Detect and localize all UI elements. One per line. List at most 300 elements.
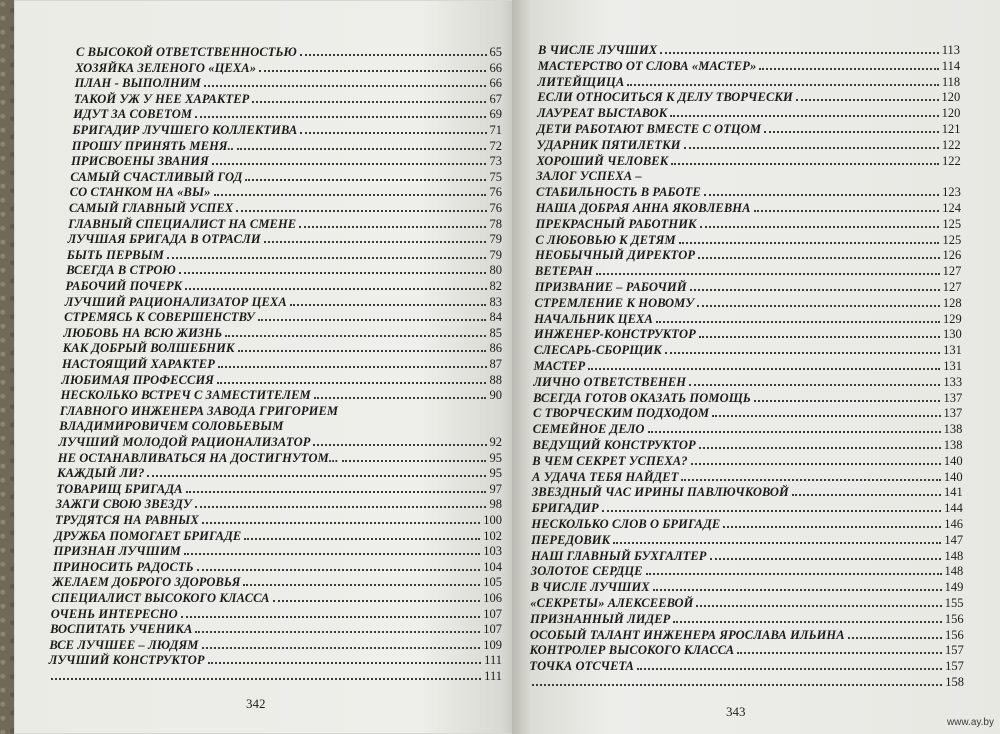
toc-entry-title: ЛИТЕЙЩИЦА <box>537 74 625 89</box>
toc-entry-page: 111 <box>484 669 502 683</box>
toc-entry-page: 104 <box>483 559 502 574</box>
toc-entry-title: А УДАЧА ТЕБЯ НАЙДЕТ <box>532 469 679 484</box>
toc-entry-page: 98 <box>489 497 502 512</box>
toc-entry-page: 157 <box>945 643 964 658</box>
toc-entry-title: С ВЫСОКОЙ ОТВЕТСТВЕННОСТЬЮ <box>76 45 297 59</box>
toc-leader-dots <box>596 261 940 275</box>
toc-leader-dots <box>627 72 939 86</box>
toc-entry <box>59 432 503 447</box>
toc-leader-dots <box>602 498 941 512</box>
toc-entry-page: 144 <box>944 501 963 516</box>
toc-entry <box>52 588 503 603</box>
toc-entry <box>69 198 502 213</box>
toc-entry <box>535 230 961 245</box>
toc-entry-title: НАШ ГЛАВНЫЙ БУХГАЛТЕР <box>530 548 707 563</box>
toc-entry <box>530 625 964 640</box>
toc-entry-page: 124 <box>942 201 961 215</box>
toc-entry-title: СПЕЦИАЛИСТ ВЫСОКОГО КЛАССА <box>51 591 270 605</box>
toc-leader-dots <box>764 119 939 133</box>
toc-entry-title: ЛУЧШИЙ МОЛОДОЙ РАЦИОНАЛИЗАТОР <box>58 435 311 449</box>
toc-entry-title: ХОРОШИЙ ЧЕЛОВЕК <box>536 153 669 168</box>
toc-entry-page: 109 <box>483 637 502 652</box>
toc-entry <box>536 198 961 213</box>
toc-entry-page: 140 <box>943 469 963 484</box>
toc-entry <box>534 293 961 308</box>
toc-entry <box>49 635 502 650</box>
toc-entry-page: 156 <box>944 627 964 642</box>
toc-leader-dots <box>660 40 938 54</box>
toc-leader-dots <box>314 385 487 399</box>
toc-entry <box>534 261 962 279</box>
toc-entry-page: 127 <box>942 280 962 294</box>
toc-leader-dots <box>754 198 940 212</box>
toc-entry-title: ЛАУРЕАТ ВЫСТАВОК <box>537 106 668 121</box>
toc-entry-title: УДАРНИК ПЯТИЛЕТКИ <box>536 137 681 152</box>
toc-leader-dots <box>723 514 941 528</box>
toc-leader-dots <box>300 120 486 134</box>
toc-leader-dots <box>195 104 486 118</box>
toc-leader-dots <box>245 167 486 181</box>
toc-leader-dots <box>243 572 480 586</box>
toc-entry-title: СТРЕМЛЕНИЕ К НОВОМУ <box>534 295 695 310</box>
toc-leader-dots <box>273 588 481 602</box>
toc-entry-page: 79 <box>489 247 502 262</box>
toc-entry <box>534 324 962 342</box>
toc-leader-dots <box>796 87 939 101</box>
toc-entry <box>60 401 502 416</box>
toc-entry-page: 128 <box>942 295 962 310</box>
toc-entry <box>60 385 502 403</box>
toc-entry-title: В ЧИСЛЕ ЛУЧШИХ <box>538 43 658 57</box>
toc-entry-page: 100 <box>483 513 502 527</box>
toc-entry-title: НЕСКОЛЬКО ВСТРЕЧ С ЗАМЕСТИТЕЛЕМ <box>60 388 311 403</box>
toc-entry <box>530 593 963 608</box>
toc-leader-dots <box>264 229 487 243</box>
toc-leader-dots <box>147 463 486 477</box>
toc-entry-page: 131 <box>943 359 962 373</box>
toc-leader-dots <box>299 214 486 228</box>
toc-leader-dots <box>759 56 938 70</box>
toc-entry-page: 106 <box>483 591 502 605</box>
toc-entry-title: ПЕРЕДОВИК <box>531 532 611 547</box>
toc-entry-page: 83 <box>489 294 502 309</box>
toc-entry-page: 66 <box>489 76 502 91</box>
toc-entry <box>52 572 502 590</box>
toc-entry <box>529 672 964 687</box>
toc-leader-dots <box>792 482 941 496</box>
toc-entry <box>66 276 503 291</box>
toc-entry-page: 130 <box>943 327 962 342</box>
toc-entry <box>531 482 963 500</box>
toc-entry-page: 156 <box>944 611 964 626</box>
watermark-text: www.ay.by <box>946 717 994 728</box>
toc-leader-dots <box>697 293 940 307</box>
toc-entry-page: 157 <box>945 659 964 674</box>
toc-entry-title: ТАКОЙ УЖ У НЕЕ ХАРАКТЕР <box>73 91 250 106</box>
toc-leader-dots <box>184 541 480 555</box>
toc-entry-page: 90 <box>489 388 502 403</box>
toc-entry <box>537 87 961 105</box>
toc-leader-dots <box>186 479 487 493</box>
toc-entry-title: НЕОБЫЧНЫЙ ДИРЕКТОР <box>535 248 696 263</box>
toc-leader-dots <box>656 309 940 323</box>
toc-entry-title: ГЛАВНОГО ИНЖЕНЕРА ЗАВОДА ГРИГОРИЕМ <box>59 403 339 418</box>
toc-entry-page: 148 <box>944 564 964 579</box>
toc-leader-dots <box>238 338 487 352</box>
toc-leader-dots <box>737 640 942 654</box>
toc-leader-dots <box>673 609 941 623</box>
toc-entry-title: ПРИЗВАНИЕ – РАБОЧИЙ <box>534 280 687 294</box>
toc-entry <box>64 307 502 325</box>
toc-entry <box>536 166 961 184</box>
toc-leader-dots <box>679 230 940 244</box>
toc-entry-title: ПРЕКРАСНЫЙ РАБОТНИК <box>535 216 697 231</box>
toc-entry <box>530 577 964 595</box>
toc-entry-title: БЫТЬ ПЕРВЫМ <box>66 247 164 262</box>
toc-entry <box>71 151 502 169</box>
toc-entry <box>530 609 964 624</box>
toc-entry-page: 125 <box>942 216 962 231</box>
toc-leader-dots <box>167 245 486 259</box>
toc-entry-title: СО СТАНКОМ НА «ВЫ» <box>69 185 211 200</box>
toc-entry <box>48 666 502 681</box>
toc-leader-dots <box>225 323 486 337</box>
toc-leader-dots <box>710 546 942 560</box>
toc-leader-dots <box>290 292 487 306</box>
toc-entry-title: С ТВОРЧЕСКИМ ПОДХОДОМ <box>532 406 710 421</box>
toc-leader-dots <box>179 260 487 274</box>
toc-leader-dots <box>665 340 940 354</box>
toc-entry-page: 88 <box>489 372 502 387</box>
toc-entry-page: 80 <box>489 263 502 278</box>
toc-entry-page: 95 <box>489 466 502 481</box>
toc-entry-title: СТАБИЛЬНОСТЬ В РАБОТЕ <box>536 185 701 200</box>
toc-entry-page: 137 <box>943 390 963 405</box>
toc-entry-title: ЗВЕЗДНЫЙ ЧАС ИРИНЫ ПАВЛЮЧКОВОЙ <box>531 485 789 500</box>
toc-entry-page: 105 <box>483 575 502 590</box>
toc-entry-page: 149 <box>944 580 964 595</box>
toc-entry-page: 138 <box>943 438 963 452</box>
toc-entry-title: ОЧЕНЬ ИНТЕРЕСНО <box>50 606 178 621</box>
toc-entry-page: 78 <box>489 216 502 231</box>
toc-entry <box>534 356 962 371</box>
toc-leader-dots <box>181 604 480 618</box>
toc-leader-dots <box>754 388 941 402</box>
toc-entry-title: НЕСКОЛЬКО СЛОВ О БРИГАДЕ <box>531 517 721 531</box>
toc-entry <box>532 467 963 482</box>
toc-entry <box>65 292 502 307</box>
toc-leader-dots <box>646 561 942 575</box>
toc-entry-title: НАЧАЛЬНИК ЦЕХА <box>534 311 653 326</box>
toc-entry-page: 75 <box>489 169 502 184</box>
toc-leader-dots <box>700 214 940 228</box>
toc-entry-page: 102 <box>483 528 502 543</box>
toc-entry-title: ВЕДУЩИЙ КОНСТРУКТОР <box>532 438 696 452</box>
toc-entry <box>72 136 502 151</box>
toc-entry-page: 121 <box>941 122 961 136</box>
toc-leader-dots <box>236 198 486 212</box>
right-page <box>512 0 1000 734</box>
toc-entry-title: НЕ ОСТАНАВЛИВАТЬСЯ НА ДОСТИГНУТОМ... <box>57 450 339 465</box>
toc-entry-title: В ЧИСЛЕ ЛУЧШИХ <box>530 580 650 595</box>
toc-entry-page: 114 <box>941 58 961 73</box>
toc-leader-dots <box>699 324 940 338</box>
toc-entry-title: ДРУЖБА ПОМОГАЕТ БРИГАДЕ <box>54 528 242 543</box>
toc-entry <box>70 167 502 182</box>
toc-entry-page: 138 <box>943 422 963 437</box>
toc-leader-dots <box>218 354 487 368</box>
toc-entry <box>534 309 961 324</box>
toc-leader-dots <box>704 182 939 196</box>
toc-entry-page: 95 <box>489 450 502 465</box>
toc-leader-dots <box>185 276 486 290</box>
toc-entry-title: КОНТРОЛЕР ВЫСОКОГО КЛАССА <box>529 643 735 658</box>
toc-entry <box>538 40 960 55</box>
toc-entry-page: 120 <box>941 106 961 121</box>
toc-entry-page: 107 <box>483 606 502 621</box>
toc-entry <box>55 510 502 525</box>
toc-entry <box>50 619 502 637</box>
toc-leader-dots <box>670 103 938 117</box>
toc-entry <box>530 561 964 579</box>
toc-entry <box>531 546 963 561</box>
toc-entry <box>55 494 502 512</box>
toc-entry <box>533 340 962 358</box>
toc-entry-page: 137 <box>943 406 963 421</box>
toc-entry-title: ЛИЧНО ОТВЕТСТВЕНЕН <box>533 374 687 389</box>
toc-entry-title: НАСТОЯЩИЙ ХАРАКТЕР <box>62 357 215 371</box>
toc-leader-dots <box>696 593 941 607</box>
toc-leader-dots <box>244 526 480 540</box>
toc-entry-title: ЛУЧШАЯ БРИГАДА В ОТРАСЛИ <box>67 232 261 247</box>
toc-entry-page: 76 <box>489 185 502 200</box>
toc-entry <box>74 73 502 91</box>
toc-entry-page: 73 <box>489 154 502 169</box>
toc-entry <box>532 451 962 466</box>
toc-entry-page: 141 <box>944 485 963 500</box>
toc-entry-title: ВСЕГДА В СТРОЮ <box>66 263 176 278</box>
toc-entry <box>76 42 502 57</box>
toc-entry-title: БРИГАДИР ЛУЧШЕГО КОЛЛЕКТИВА <box>72 123 298 137</box>
toc-entry-title: МАСТЕРСТВО ОТ СЛОВА «МАСТЕР» <box>537 58 757 73</box>
toc-entry-page: 84 <box>489 310 502 325</box>
toc-entry <box>533 435 963 450</box>
toc-entry-page: 72 <box>489 138 502 153</box>
toc-entry-title: СТРЕМЯСЬ К СОВЕРШЕНСТВУ <box>64 310 255 325</box>
toc-entry-title: ВЛАДИМИРОВИЧЕМ СОЛОВЬЕВЫМ <box>59 419 284 434</box>
toc-entry <box>531 498 963 516</box>
toc-entry-title: САМЫЙ ГЛАВНЫЙ УСПЕХ <box>69 201 234 215</box>
toc-entry-page: 92 <box>489 435 502 449</box>
toc-entry-page: 140 <box>943 453 963 468</box>
toc-entry <box>61 370 502 385</box>
toc-entry <box>54 526 502 541</box>
toc-leader-dots <box>212 151 487 165</box>
toc-entry-title: КАЖДЫЙ ЛИ? <box>57 466 145 481</box>
toc-entry-title: ПЛАН - ВЫПОЛНИМ <box>74 76 201 91</box>
toc-entry-title: СЕМЕЙНОЕ ДЕЛО <box>532 422 645 437</box>
toc-entry-title: ВЕТЕРАН <box>534 264 593 279</box>
toc-entry <box>62 354 502 369</box>
toc-entry-title: САМЫЙ СЧАСТЛИВЫЙ ГОД <box>70 169 243 184</box>
toc-entry <box>69 182 502 200</box>
toc-entry-title: ЗАЖГИ СВОЮ ЗВЕЗДУ <box>55 497 192 512</box>
toc-entry <box>536 151 960 166</box>
toc-entry-page: 126 <box>942 248 962 263</box>
toc-entry <box>537 135 961 150</box>
toc-entry-page: 148 <box>944 548 964 563</box>
page-number-left: 342 <box>246 696 266 711</box>
toc-entry <box>57 463 502 481</box>
toc-entry-page: 120 <box>941 90 961 105</box>
toc-entry <box>538 56 960 71</box>
toc-entry-title: ВСЕ ЛУЧШЕЕ – ЛЮДЯМ <box>49 637 199 652</box>
toc-entry-page: 76 <box>489 201 502 215</box>
toc-leader-dots <box>195 619 480 633</box>
toc-entry-title: ДЕТИ РАБОТАЮТ ВМЕСТЕ С ОТЦОМ <box>536 122 762 136</box>
toc-entry-title: ЛЮБОВЬ НА ВСЮ ЖИЗНЬ <box>63 325 223 340</box>
toc-entry-title: ЗОЛОТОЕ СЕРДЦЕ <box>530 564 643 579</box>
toc-entry-page: 131 <box>943 343 962 358</box>
toc-leader-dots <box>699 435 941 449</box>
toc-leader-dots <box>532 672 942 686</box>
toc-entry <box>536 182 961 200</box>
toc-entry-page: 133 <box>943 374 963 389</box>
toc-entry-page: 122 <box>941 153 961 168</box>
toc-entry-title: РАБОЧИЙ ПОЧЕРК <box>65 279 183 293</box>
toc-leader-dots <box>691 451 941 465</box>
toc-leader-dots <box>698 245 939 259</box>
toc-entry-title: ПРИЗНАН ЛУЧШИМ <box>53 544 181 559</box>
toc-entry-title: ПРИСВОЕНЫ ЗВАНИЯ <box>71 154 209 169</box>
toc-leader-dots <box>202 510 480 524</box>
toc-leader-dots <box>342 448 487 462</box>
toc-leader-dots <box>613 530 941 544</box>
toc-leader-dots <box>671 151 939 165</box>
toc-entry-title: ЛЮБИМАЯ ПРОФЕССИЯ <box>61 372 214 387</box>
toc-entry <box>532 403 963 421</box>
toc-entry <box>58 448 502 463</box>
toc-entry-page: 127 <box>942 264 962 279</box>
toc-entry-page: 65 <box>489 45 502 59</box>
toc-entry-title: ПРИНОСИТЬ РАДОСТЬ <box>52 559 194 574</box>
toc-entry-title: НАША ДОБРАЯ АННА ЯКОВЛЕВНА <box>535 201 751 215</box>
toc-entry-title: ХОЗЯЙКА ЗЕЛЕНОГО «ЦЕХА» <box>75 60 257 75</box>
page-number-right: 343 <box>726 704 746 719</box>
toc-leader-dots <box>588 356 940 370</box>
toc-entry-title: ГЛАВНЫЙ СПЕЦИАЛИСТ НА СМЕНЕ <box>68 216 297 231</box>
toc-entry <box>535 277 962 292</box>
toc-entry <box>56 479 502 494</box>
toc-leader-dots <box>684 135 939 149</box>
toc-leader-dots <box>637 656 942 670</box>
toc-entry-page: 129 <box>942 311 962 326</box>
toc-entry-page: 125 <box>942 232 962 247</box>
toc-leader-dots <box>197 557 481 571</box>
toc-entry-page: 107 <box>483 622 502 637</box>
toc-leader-dots <box>648 419 941 433</box>
toc-entry-title: ВСЕГДА ГОТОВ ОКАЗАТЬ ПОМОЩЬ <box>533 390 751 405</box>
toc-entry-title: ЖЕЛАЕМ ДОБРОГО ЗДОРОВЬЯ <box>52 575 241 590</box>
toc-leader-dots <box>51 666 481 680</box>
toc-entry <box>67 229 502 247</box>
toc-leader-dots <box>204 73 487 87</box>
toc-entry <box>53 557 502 572</box>
toc-leader-dots <box>689 372 940 386</box>
toc-entry-title: ВОСПИТАТЬ УЧЕНИКА <box>50 622 193 637</box>
toc-leader-dots <box>259 58 486 72</box>
toc-entry <box>532 419 963 437</box>
toc-entry-title: «СЕКРЕТЫ» АЛЕКСЕЕВОЙ <box>530 596 694 610</box>
toc-entry-title: ЕСЛИ ОТНОСИТЬСЯ К ДЕЛУ ТВОРЧЕСКИ <box>537 90 793 105</box>
toc-entry <box>536 214 962 229</box>
toc-entry-title: ЛУЧШИЙ РАЦИОНАЛИЗАТОР ЦЕХА <box>64 294 287 309</box>
toc-entry-page: 87 <box>489 357 502 371</box>
toc-entry-title: ЛУЧШИЙ КОНСТРУКТОР <box>48 653 205 668</box>
toc-entry <box>529 656 964 674</box>
toc-entry-title: БРИГАДИР <box>531 501 599 516</box>
toc-leader-dots <box>300 42 487 56</box>
toc-entry-title: ПРОШУ ПРИНЯТЬ МЕНЯ.. <box>71 138 235 153</box>
toc-entry-page: 123 <box>942 185 961 200</box>
toc-entry <box>537 103 961 121</box>
toc-leader-dots <box>848 625 942 639</box>
toc-entry-page: 79 <box>489 232 502 247</box>
left-page <box>14 0 522 734</box>
toc-entry <box>63 323 502 338</box>
toc-entry-page: 85 <box>489 325 502 340</box>
toc-entry-page: 69 <box>489 107 502 122</box>
toc-entry-page: 71 <box>489 123 502 137</box>
toc-entry <box>531 514 963 529</box>
toc-entry-page: 122 <box>941 137 961 152</box>
toc-entry <box>66 260 502 278</box>
toc-entry <box>53 541 502 559</box>
toc-entry-page: 146 <box>944 517 963 531</box>
toc-entry-page: 67 <box>489 91 502 106</box>
toc-leader-dots <box>712 403 940 417</box>
toc-entry-page: 113 <box>941 43 960 57</box>
toc-entry-title: В ЧЕМ СЕКРЕТ УСПЕХА? <box>532 453 688 468</box>
toc-entry-page: 158 <box>945 675 964 689</box>
toc-entry-title: ПРИЗНАННЫЙ ЛИДЕР <box>530 611 671 626</box>
toc-entry-page: 82 <box>489 279 502 293</box>
toc-entry <box>529 640 964 658</box>
toc-entry-page: 103 <box>483 544 502 559</box>
toc-leader-dots <box>195 494 487 508</box>
toc-entry <box>73 104 502 122</box>
toc-leader-dots <box>258 307 487 321</box>
toc-entry <box>73 120 503 135</box>
toc-leader-dots <box>653 577 942 591</box>
toc-entry <box>537 119 961 134</box>
toc-entry-page: 66 <box>489 60 502 75</box>
toc-entry <box>59 416 502 434</box>
toc-leader-dots <box>214 182 487 196</box>
toc-entry <box>67 245 502 260</box>
toc-leader-dots <box>681 467 940 481</box>
toc-entry-page: 86 <box>489 341 502 356</box>
toc-entry <box>68 214 502 229</box>
toc-entry <box>48 650 502 668</box>
toc-entry-page: 118 <box>941 74 961 89</box>
toc-entry <box>74 89 502 104</box>
toc-entry <box>62 338 502 356</box>
toc-entry-page: 155 <box>944 596 964 610</box>
toc-entry-title: КАК ДОБРЫЙ ВОЛШЕБНИК <box>62 341 235 356</box>
toc-entry <box>51 604 502 619</box>
toc-leader-dots <box>690 277 940 291</box>
